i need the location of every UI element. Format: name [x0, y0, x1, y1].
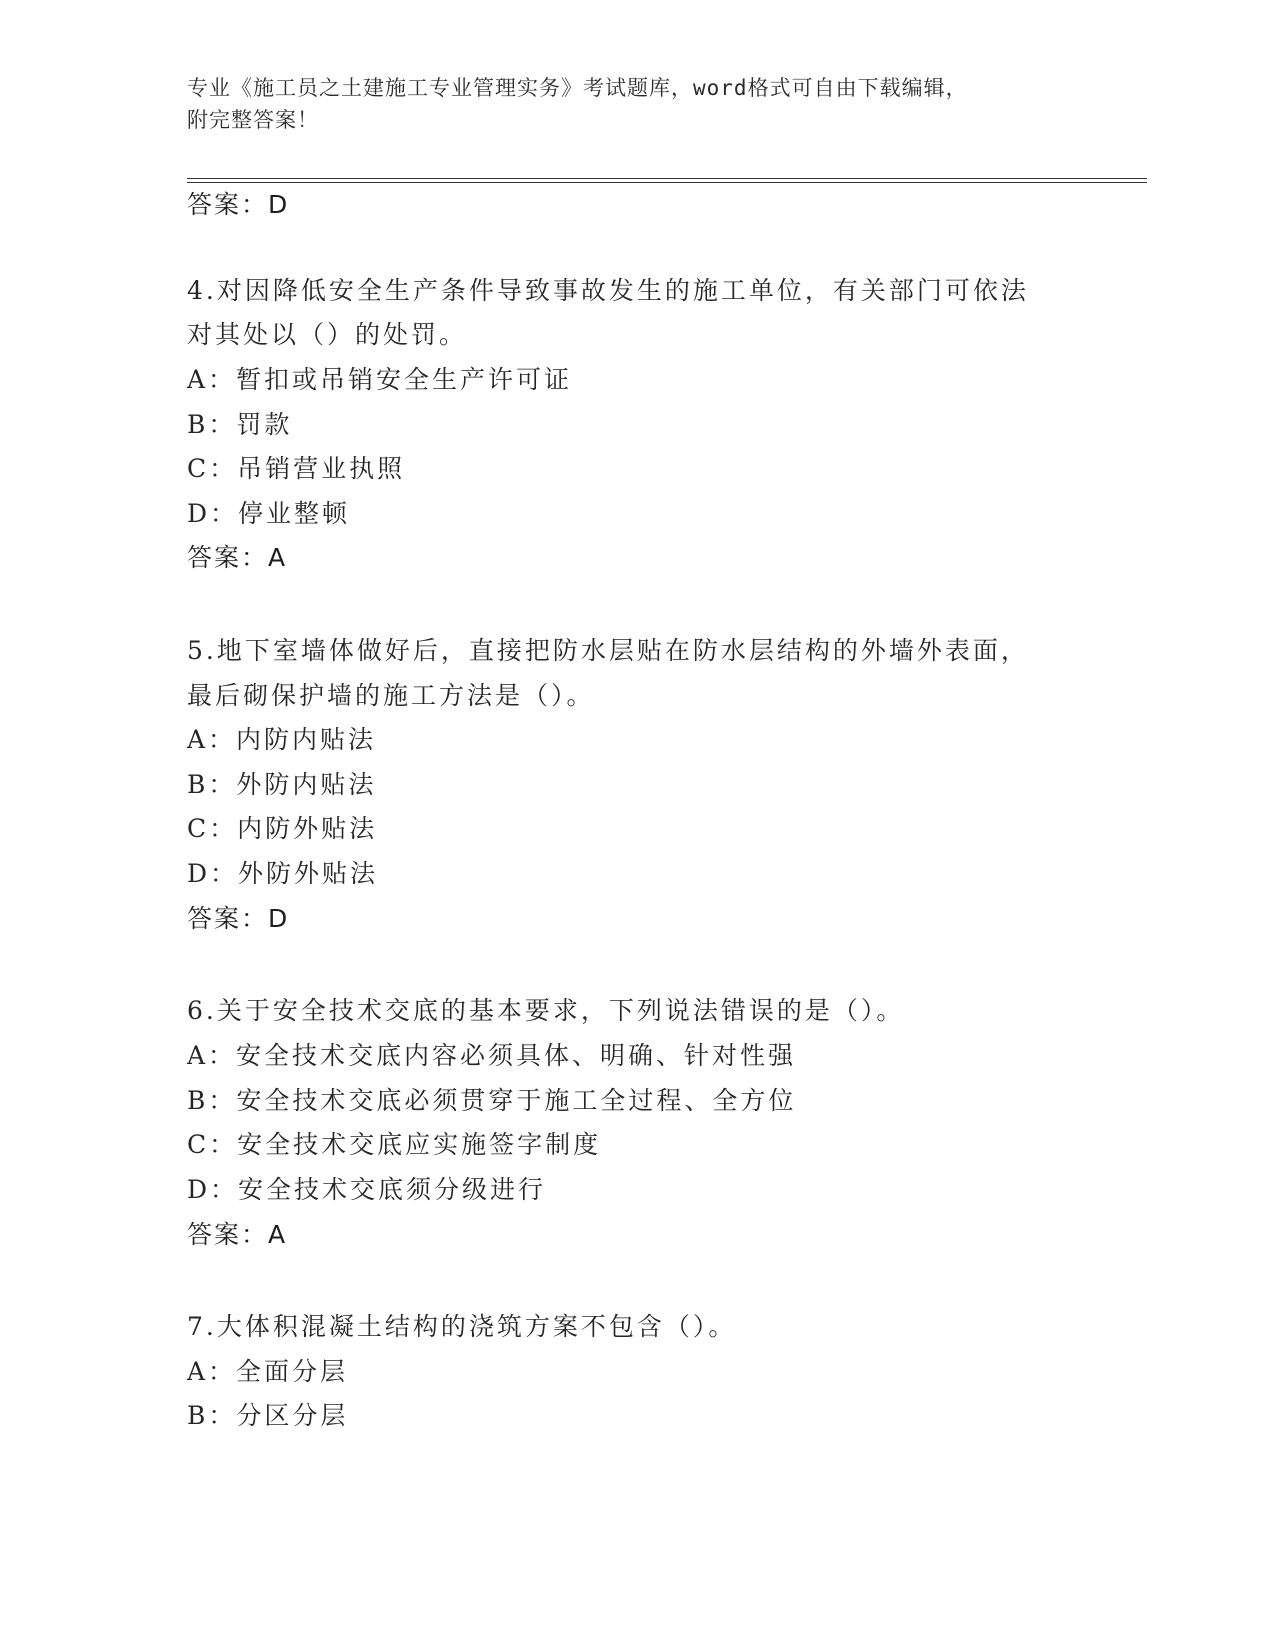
question-6-option-c: C：安全技术交底应实施签字制度 — [187, 1130, 602, 1159]
question-6-stem: 6.关于安全技术交底的基本要求，下列说法错误的是（）。 — [187, 996, 905, 1025]
question-5-stem-line-2: 最后砌保护墙的施工方法是（）。 — [187, 681, 595, 710]
header-line-2: 附完整答案！ — [187, 108, 319, 132]
question-6-option-b: B：安全技术交底必须贯穿于施工全过程、全方位 — [187, 1086, 797, 1115]
question-5-stem-line-1: 5.地下室墙体做好后，直接把防水层贴在防水层结构的外墙外表面， — [187, 636, 1029, 665]
header-line-1: 专业《施工员之土建施工专业管理实务》考试题库，word格式可自由下载编辑， — [187, 76, 968, 100]
question-7-option-b: B：分区分层 — [187, 1401, 349, 1430]
document-header — [187, 72, 1067, 136]
question-5-option-c: C：内防外贴法 — [187, 814, 378, 843]
question-4-option-c: C：吊销营业执照 — [187, 454, 406, 483]
header-divider-bottom — [187, 182, 1147, 183]
question-5-option-d: D：外防外贴法 — [187, 859, 379, 888]
answer-q6: 答案：A — [187, 1220, 288, 1249]
answer-q4: 答案：A — [187, 543, 288, 572]
question-6-option-d: D：安全技术交底须分级进行 — [187, 1175, 547, 1204]
question-5-option-b: B：外防内贴法 — [187, 770, 377, 799]
question-4-option-a: A：暂扣或吊销安全生产许可证 — [187, 365, 573, 394]
question-7-stem: 7.大体积混凝土结构的浇筑方案不包含（）。 — [187, 1312, 737, 1341]
question-4-option-d: D：停业整顿 — [187, 499, 351, 528]
answer-q5: 答案：D — [187, 904, 290, 933]
question-4-stem-line-1: 4.对因降低安全生产条件导致事故发生的施工单位，有关部门可依法 — [187, 276, 1029, 305]
question-4-option-b: B：罚款 — [187, 410, 293, 439]
answer-q3: 答案：D — [187, 190, 290, 219]
question-6-option-a: A：安全技术交底内容必须具体、明确、针对性强 — [187, 1041, 797, 1070]
question-7-option-a: A：全面分层 — [187, 1357, 349, 1386]
header-divider-top — [187, 178, 1147, 179]
question-5-option-a: A：内防内贴法 — [187, 725, 377, 754]
question-4-stem-line-2: 对其处以（）的处罚。 — [187, 320, 468, 349]
